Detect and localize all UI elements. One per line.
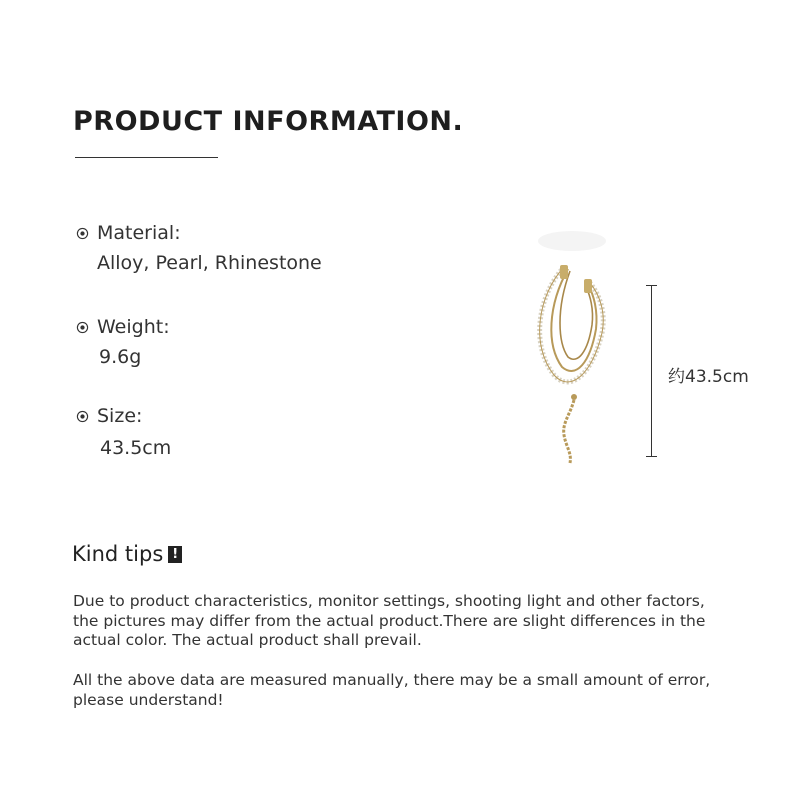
dimension-line [651, 285, 652, 457]
tips-title: Kind tips [72, 542, 164, 566]
spec-material [76, 222, 322, 274]
tips-paragraph-2: All the above data are measured manually, there may be a small amount of error, please understand! [73, 671, 711, 709]
tips-paragraph-1: Due to product characteristics, monitor settings, shooting light and other factors, the pictures may differ from the actual product.There are slight differences in the actual color. The actual product shall prevail. [73, 592, 706, 649]
dimension-label: 约43.5cm [668, 367, 749, 387]
bullet-icon [76, 410, 89, 423]
spec-value: 9.6g [99, 346, 142, 368]
bullet-icon [76, 227, 89, 240]
bullet-icon [76, 321, 89, 334]
spec-size [76, 405, 171, 459]
spec-value: Alloy, Pearl, Rhinestone [97, 252, 322, 274]
dimension-cap-bottom [646, 456, 657, 457]
title-underline [75, 157, 218, 158]
product-image [510, 225, 620, 465]
spec-label: Size: [97, 405, 143, 427]
spec-weight [76, 316, 170, 368]
page-title: PRODUCT INFORMATION. [73, 106, 464, 137]
tips-heading [72, 542, 182, 566]
spec-label: Weight: [97, 316, 170, 338]
spec-value: 43.5cm [100, 437, 172, 459]
spec-label: Material: [97, 222, 181, 244]
exclamation-icon: ! [168, 546, 182, 563]
